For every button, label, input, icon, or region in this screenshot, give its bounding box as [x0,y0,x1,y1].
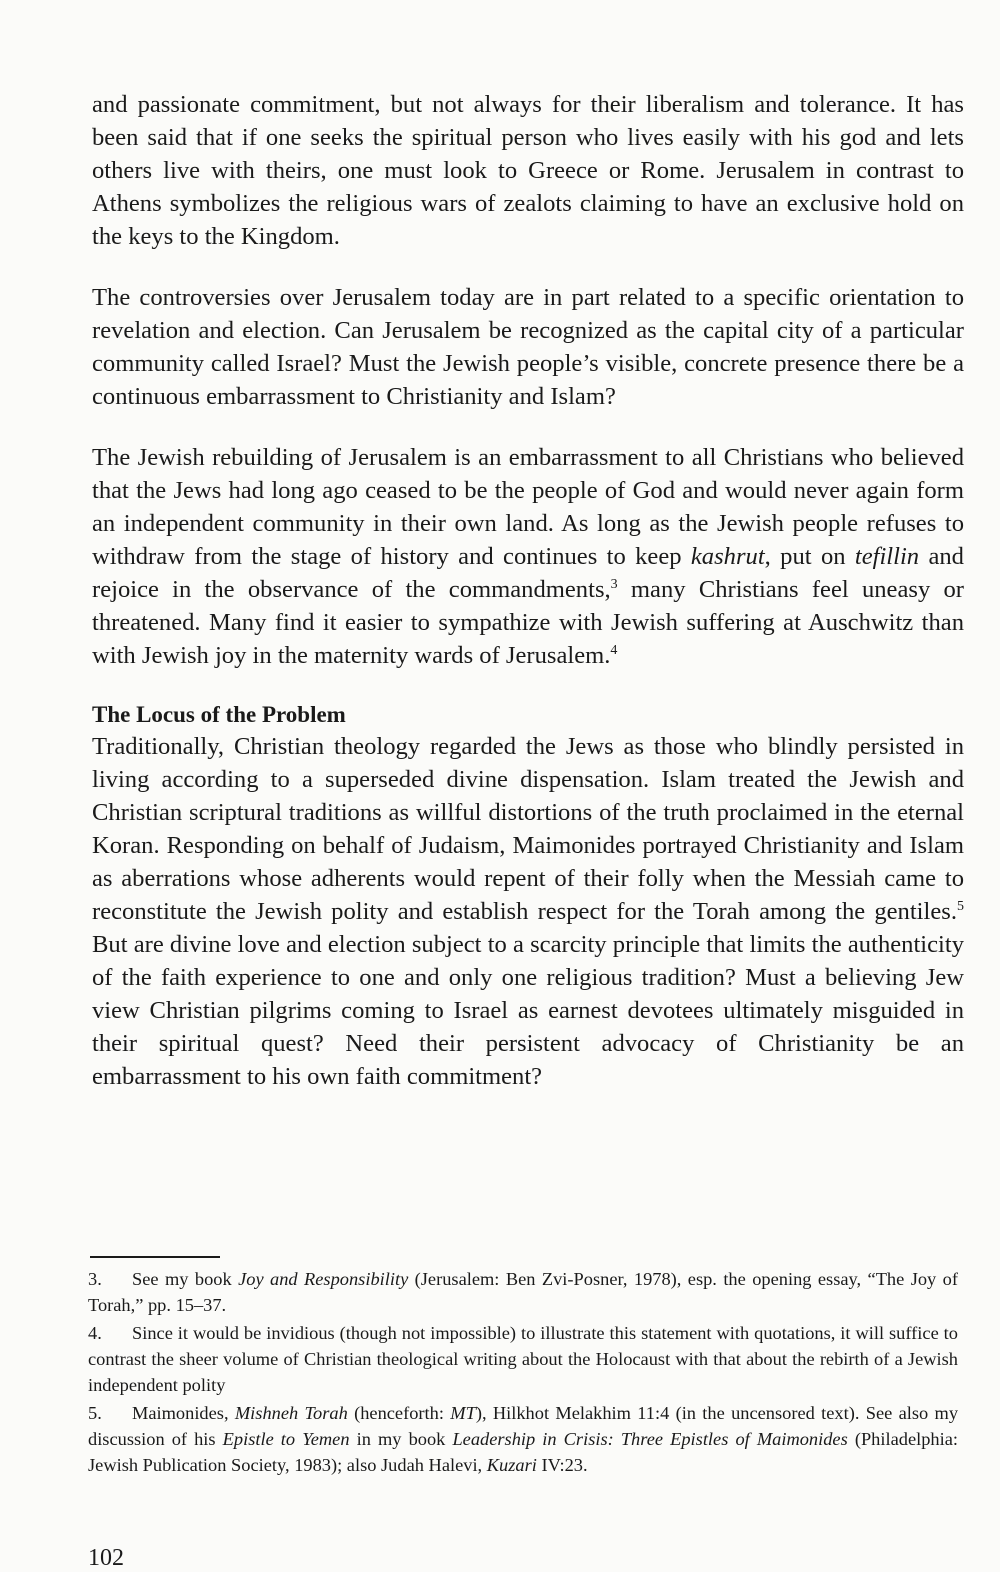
paragraph-4-text-a: Traditionally, Christian theology regarded the Jews as those who blindly persisted in living according to a superseded divine dispensation. Islam treated the Jewish and Christian scriptural traditions as willful distortions of the truth proclaimed in the eternal Koran. Responding on behalf of Judaism, Maimonides portrayed Christianity and Islam as aberrations whose adherents would repent of their folly when the Messiah came to reconstitute the Jewish polity and establish respect for the Torah among the gentiles. [92,733,964,925]
footnote-5-mishneh-torah: Mishneh Torah [234,1403,348,1423]
section-heading: The Locus of the Problem [92,702,346,727]
footnotes [88,1266,958,1480]
footnote-5-text-b: (henceforth: [347,1403,451,1423]
footnote-5-mt-abbr: MT [450,1403,476,1423]
footnote-5-epistle-title: Epistle to Yemen [222,1429,350,1449]
footnote-5-text-a: Maimonides, [132,1403,235,1423]
footnote-4 [88,1320,958,1398]
paragraph-1: and passionate commitment, but not always for their liberalism and tolerance. It has been said that if one seeks the spiritual person who lives easily with his god and lets others live with theirs, one must look to Greece or Rome. Jerusalem in contrast to Athens symbolizes the religious wars of zealots claiming to have an exclusive hold on the keys to the Kingdom. [92,91,964,250]
term-kashrut: kashrut [690,543,765,570]
footnote-ref-4: 4 [610,643,618,658]
footnote-3-text-a: See my book [132,1269,239,1289]
footnote-5-text-e: (Philadelphia: Jewish Publication Society, 1983); also Judah Halevi, [88,1429,958,1475]
footnote-ref-5: 5 [957,899,964,914]
footnote-5 [88,1400,958,1478]
footnote-5-text-c: ), Hilkhot Melakhim 11:4 (in the uncensored text). See also my discussion of his [88,1403,959,1449]
footnote-5-text-d: in my book [349,1429,453,1449]
footnote-3-number: 3. [88,1269,102,1289]
paragraph-2: The controversies over Jerusalem today are in part related to a specific orientation to revelation and election. Can Jerusalem be recognized as the capital city of a particular community called Israel? Must the Jewish people’s visible, concrete presence there be a continuous embarrassment to Christianity and Islam? [92,284,964,410]
footnote-4-text: Since it would be invidious (though not impossible) to illustrate this statement with quotations, it will suffice to contrast the sheer volume of Christian theological writing about the Holocaust with that about the rebirth of a Jewish independent polity [88,1323,958,1395]
footnote-5-number: 5. [88,1403,102,1423]
footnote-3-text-b: (Jerusalem: Ben Zvi-Posner, 1978), esp. the opening essay, “The Joy of Torah,” pp. 15–37. [88,1269,958,1315]
paragraph-3 [92,441,964,672]
paragraph-3-text-a: The Jewish rebuilding of Jerusalem is an embarrassment to all Christians who believed that the Jews had long ago ceased to be the people of God and would never again form an independent community in their own land. As long as the Jewish people refuses to withdraw from the stage of history and continues to keep [92,444,964,570]
footnote-divider [90,1256,220,1258]
term-tefillin: tefillin [854,543,920,570]
footnote-5-kuzari-title: Kuzari [486,1455,537,1475]
footnote-3-book-title: Joy and Responsibility [238,1269,409,1289]
page-body [92,88,964,1121]
paragraph-3-text-b: , put on [764,543,855,570]
footnote-4-number: 4. [88,1323,102,1343]
footnote-5-text-f: IV:23. [536,1455,588,1475]
page-number: 102 [88,1545,124,1571]
footnote-ref-3: 3 [610,577,618,592]
paragraph-3-text-d: many Christians feel uneasy or threatened. Many find it easier to sympathize with Jewish suffering at Auschwitz than with Jewish joy in the maternity wards of Jerusalem. [92,576,964,669]
paragraph-4-text-b: But are divine love and election subject to a scarcity principle that limits the authenticity of the faith experience to one and only one religious tradition? Must a believing Jew view Christian pilgrims coming to Israel as earnest devotees ultimately misguided in their spiritual quest? Need their persistent advocacy of Christianity be an embarrassment to his own faith commitment? [92,931,964,1090]
footnote-5-leadership-title: Leadership in Crisis: Three Epistles of Maimonides [452,1429,848,1449]
paragraph-3-text-c: and rejoice in the observance of the commandments, [92,543,964,603]
footnote-3 [88,1266,958,1318]
paragraph-4 [92,730,964,1093]
